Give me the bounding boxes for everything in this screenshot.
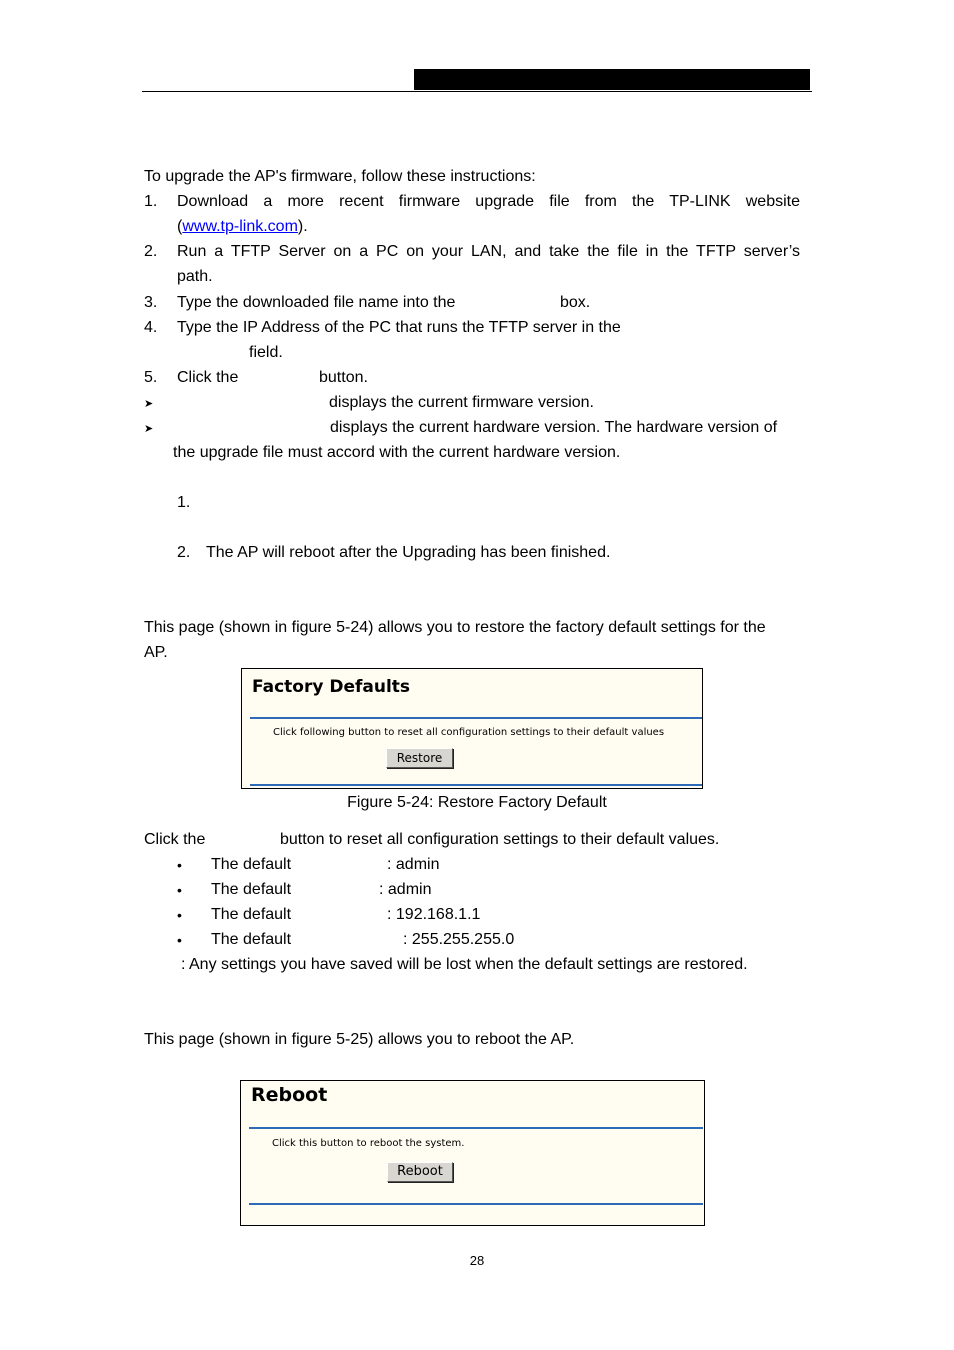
click-restore-text-a: Click the (144, 831, 206, 848)
step-3-number: 3. (144, 294, 158, 311)
header-rule (142, 91, 812, 92)
step-4-cont: field. (249, 344, 283, 361)
reboot-title: Reboot (251, 1084, 328, 1106)
warning-text: : Any settings you have saved will be lost when the default settings are restored. (181, 956, 748, 973)
step-1-text: Download a more recent firmware upgrade file from the TP-LINK website (177, 193, 800, 210)
arrow-bullet-icon: ➤ (144, 398, 154, 410)
reboot-intro: This page (shown in figure 5-25) allows you to reboot the AP. (144, 1031, 575, 1048)
panel-divider (250, 784, 702, 786)
step-1-cont: (www.tp-link.com). (177, 218, 308, 235)
reboot-button[interactable]: Reboot (387, 1162, 453, 1182)
panel-divider (250, 717, 702, 719)
bullet-icon: • (177, 932, 182, 948)
arrow-bullet-icon: ➤ (144, 423, 154, 435)
panel-divider (249, 1203, 703, 1205)
step-2-number: 2. (144, 243, 158, 260)
bullet-icon: • (177, 882, 182, 898)
step-3-text-a: Type the downloaded file name into the (177, 294, 456, 311)
step-5-text-a: Click the (177, 369, 239, 386)
hardware-version-desc-cont: the upgrade file must accord with the current hardware version. (173, 444, 621, 461)
header-bar (414, 69, 810, 90)
intro-text: To upgrade the AP's firmware, follow these instructions: (144, 168, 536, 185)
bullet-icon: • (177, 857, 182, 873)
default-1-value: : admin (387, 856, 440, 873)
panel-divider (249, 1127, 703, 1129)
firmware-version-desc: displays the current firmware version. (329, 394, 594, 411)
factory-defaults-title: Factory Defaults (252, 677, 411, 697)
step-5-text-b: button. (319, 369, 368, 386)
step-2-text: Run a TFTP Server on a PC on your LAN, and take the file in the TFTP server’s (177, 243, 800, 260)
default-4-label: The default (211, 931, 292, 948)
default-2-value: : admin (379, 881, 432, 898)
reboot-instruction: Click this button to reboot the system. (272, 1138, 465, 1149)
step-1-number: 1. (144, 193, 158, 210)
default-4-value: : 255.255.255.0 (403, 931, 515, 948)
step-3-text-b: box. (560, 294, 591, 311)
default-1-label: The default (211, 856, 292, 873)
factory-intro-line-2: AP. (144, 644, 168, 661)
default-3-value: : 192.168.1.1 (387, 906, 481, 923)
note-2-number: 2. (177, 544, 191, 561)
click-restore-text-b: button to reset all configuration settings to their default values. (280, 831, 720, 848)
factory-defaults-panel (241, 668, 703, 789)
hardware-version-desc: displays the current hardware version. The hardware version of (330, 419, 778, 436)
figure-caption: Figure 5-24: Restore Factory Default (347, 794, 607, 811)
step-4-number: 4. (144, 319, 158, 336)
bullet-icon: • (177, 907, 182, 923)
step-5-number: 5. (144, 369, 158, 386)
step-4-text: Type the IP Address of the PC that runs the TFTP server in the (177, 319, 621, 336)
reboot-panel (240, 1080, 705, 1226)
note-2-text: The AP will reboot after the Upgrading has been finished. (206, 544, 611, 561)
default-2-label: The default (211, 881, 292, 898)
factory-defaults-instruction: Click following button to reset all configuration settings to their default values (273, 727, 665, 738)
note-1-number: 1. (177, 494, 191, 511)
factory-intro-line-1: This page (shown in figure 5-24) allows you to restore the factory default settings for the (144, 619, 766, 636)
tp-link-website-link[interactable]: www.tp-link.com (182, 218, 298, 235)
default-3-label: The default (211, 906, 292, 923)
step-2-cont: path. (177, 268, 213, 285)
restore-button[interactable]: Restore (386, 748, 453, 768)
page-number: 28 (469, 1253, 485, 1268)
